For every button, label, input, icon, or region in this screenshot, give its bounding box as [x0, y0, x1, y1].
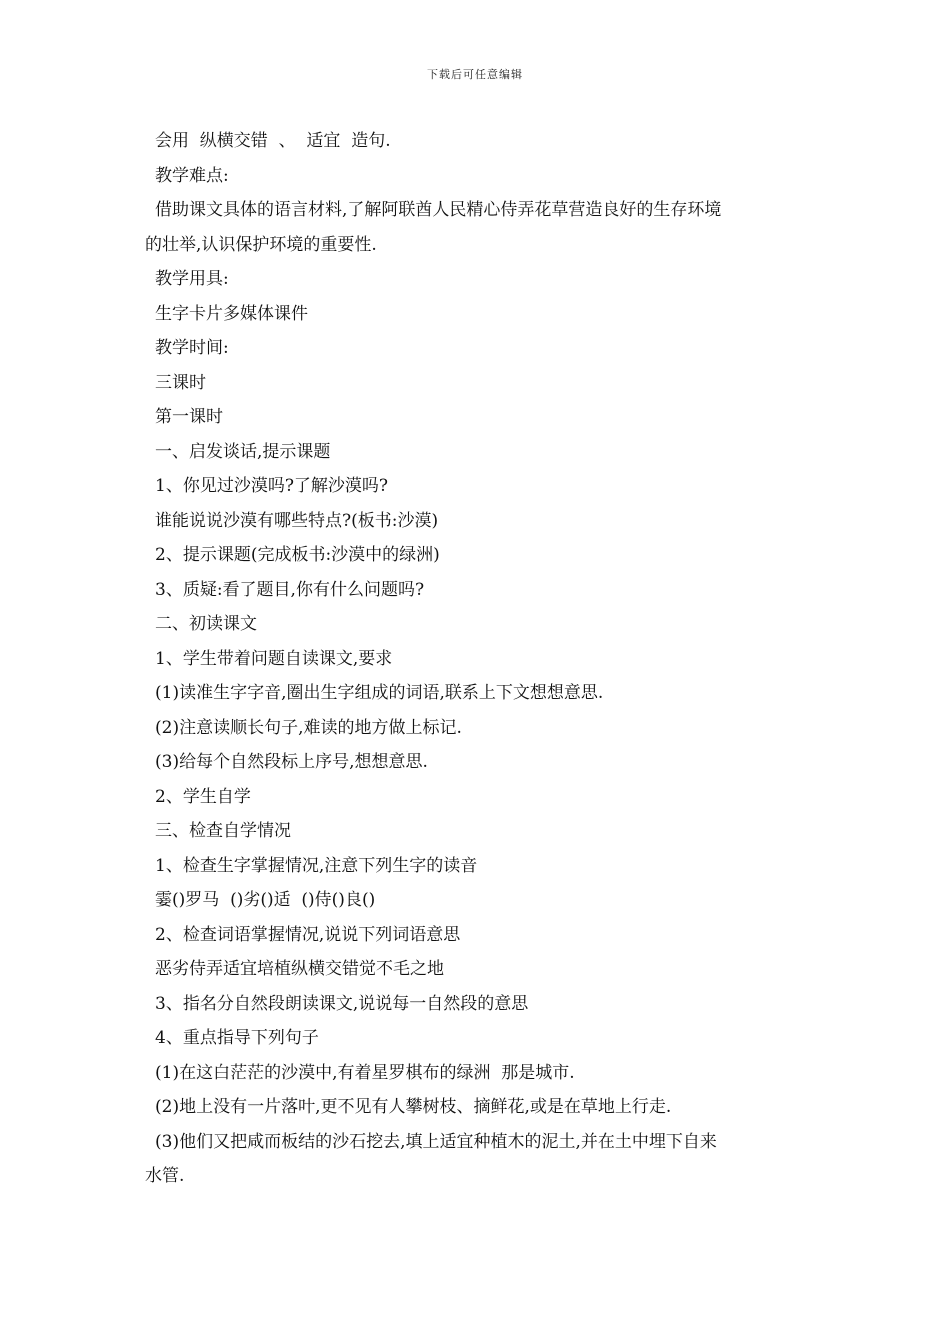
- text-line: 4、重点指导下列句子: [155, 1028, 319, 1048]
- text-line: (1)在这白茫茫的沙漠中,有着星罗棋布的绿洲 那是城市.: [155, 1062, 575, 1083]
- text-line: (1)读准生字字音,圈出生字组成的词语,联系上下文想想意思.: [155, 683, 604, 703]
- text-line: (3)他们又把咸而板结的沙石挖去,填上适宜种植木的泥土,并在土中埋下自来: [155, 1131, 717, 1152]
- section-heading: 教学时间:: [155, 338, 229, 358]
- text-line: 1、学生带着问题自读课文,要求: [155, 648, 393, 669]
- text-line: 霎()罗马 ()劣()适 ()侍()良(): [155, 890, 376, 910]
- text-line: (2)地上没有一片落叶,更不见有人攀树枝、摘鲜花,或是在草地上行走.: [155, 1097, 672, 1117]
- text-line: 生字卡片多媒体课件: [155, 303, 308, 324]
- text-line: 借助课文具体的语言材料,了解阿联酋人民精心侍弄花草营造良好的生存环境: [155, 200, 722, 220]
- section-heading: 教学难点:: [155, 165, 229, 186]
- text-line: 1、检查生字掌握情况,注意下列生字的读音: [155, 855, 478, 876]
- text-line: (3)给每个自然段标上序号,想想意思.: [155, 752, 428, 772]
- lesson-heading: 第一课时: [155, 407, 223, 427]
- text-line: 谁能说说沙漠有哪些特点?(板书:沙漠): [155, 510, 439, 531]
- step-heading: 一、启发谈话,提示课题: [155, 441, 331, 462]
- text-line: 2、检查词语掌握情况,说说下列词语意思: [155, 924, 461, 945]
- step-heading: 二、初读课文: [155, 614, 257, 634]
- text-line: (2)注意读顺长句子,难读的地方做上标记.: [155, 717, 462, 738]
- document-body: [145, 124, 815, 1194]
- page-header-note: 下载后可任意编辑: [427, 68, 523, 81]
- text-line: 3、指名分自然段朗读课文,说说每一自然段的意思: [155, 993, 529, 1014]
- text-line: 2、学生自学: [155, 786, 251, 807]
- text-line: 三课时: [155, 372, 206, 393]
- step-heading: 三、检查自学情况: [155, 821, 291, 841]
- text-line: 3、质疑:看了题目,你有什么问题吗?: [155, 579, 425, 600]
- text-line-continuation: 的壮举,认识保护环境的重要性.: [145, 234, 377, 255]
- text-line: 1、你见过沙漠吗?了解沙漠吗?: [155, 476, 389, 496]
- text-line-continuation: 水管.: [145, 1166, 185, 1186]
- text-line: 会用 纵横交错 、 适宜 造句.: [155, 131, 391, 151]
- text-line: 2、提示课题(完成板书:沙漠中的绿洲): [155, 545, 440, 565]
- section-heading: 教学用具:: [155, 269, 229, 289]
- text-line: 恶劣侍弄适宜培植纵横交错觉不毛之地: [155, 959, 444, 979]
